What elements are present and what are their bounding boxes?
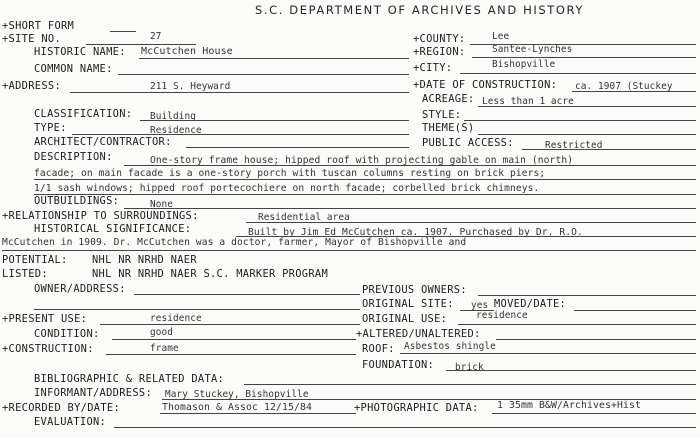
owner-address-label: OWNER/ADDRESS:: [34, 283, 126, 295]
common-name-line: [118, 74, 409, 75]
region-line: [472, 57, 696, 58]
county-value: Lee: [492, 31, 510, 42]
site-no-label: +SITE NO.: [2, 33, 62, 45]
historic-name-label: HISTORIC NAME:: [34, 46, 126, 58]
relationship-label: +RELATIONSHIP TO SURROUNDINGS:: [2, 210, 199, 222]
owner-address-line: [134, 294, 360, 295]
original-use-label: ORIGINAL USE:: [362, 313, 448, 325]
classification-value: Building: [150, 111, 196, 122]
city-label: +CITY:: [413, 62, 453, 74]
condition-value: good: [150, 327, 173, 338]
historical-significance-rule-2: [2, 250, 696, 251]
roof-value: Asbestos shingle: [404, 341, 496, 352]
architect-label: ARCHITECT/CONTRACTOR:: [34, 136, 172, 148]
roof-line: [400, 353, 696, 354]
region-value: Santee-Lynches: [492, 44, 573, 55]
site-no-value: 27: [150, 31, 162, 42]
present-use-line: [100, 324, 360, 325]
county-label: +COUNTY:: [413, 33, 466, 45]
moved-date-label: MOVED/DATE:: [494, 298, 567, 310]
site-no-line: [86, 44, 196, 45]
short-form-line: [110, 31, 136, 32]
public-access-value: Restricted: [545, 140, 603, 151]
description-rule-3: [34, 194, 696, 195]
address-label: +ADDRESS:: [2, 80, 62, 92]
photographic-value: 1 35mm B&W/Archives+Hist: [497, 400, 641, 411]
address-value: 211 S. Heyward: [150, 81, 231, 92]
informant-label: INFORMANT/ADDRESS:: [34, 387, 153, 399]
listed-options: NHL NR NRHD NAER S.C. MARKER PROGRAM: [92, 268, 329, 280]
informant-value: Mary Stuckey, Bishopville: [165, 389, 309, 400]
previous-owners-label: PREVIOUS OWNERS:: [362, 284, 467, 296]
outbuildings-value: None: [150, 199, 173, 210]
relationship-value: Residential area: [258, 212, 350, 223]
date-of-construction-value: ca. 1907 (Stuckey: [575, 81, 673, 92]
classification-label: CLASSIFICATION:: [34, 108, 133, 120]
architect-line: [186, 147, 409, 148]
historic-name-line: [139, 58, 409, 59]
original-site-value: yes: [471, 300, 489, 311]
present-use-value: residence: [150, 313, 202, 324]
roof-label: ROOF:: [362, 343, 395, 355]
historical-significance-line-2: McCutchen in 1909. Dr. McCutchen was a doctor, farmer, Mayor of Bishopville and: [2, 237, 467, 248]
city-value: Bishopville: [492, 59, 556, 70]
moved-date-line: [574, 310, 696, 311]
acreage-value: Less than 1 acre: [482, 96, 574, 107]
original-use-value: residence: [476, 310, 528, 321]
form-header: S.C. DEPARTMENT OF ARCHIVES AND HISTORY: [255, 3, 584, 17]
description-line-2: facade; on main facade is a one-story porch with tuscan columns resting on brick piers;: [34, 168, 546, 179]
date-of-construction-label: +DATE OF CONSTRUCTION:: [413, 79, 558, 91]
description-rule-1: [124, 165, 696, 166]
altered-line: [496, 339, 696, 340]
acreage-label: ACREAGE:: [422, 93, 475, 105]
condition-label: CONDITION:: [34, 328, 100, 340]
description-label: DESCRIPTION:: [34, 151, 113, 163]
foundation-label: FOUNDATION:: [362, 359, 435, 371]
evaluation-line: [114, 427, 696, 428]
relationship-line: [246, 222, 696, 223]
outbuildings-label: OUTBUILDINGS:: [34, 195, 120, 207]
historical-significance-line-1: Built by Jim Ed McCutchen ca. 1907. Purchased by Dr. R.O.: [248, 227, 583, 238]
construction-label: +CONSTRUCTION:: [2, 343, 94, 355]
acreage-line: [478, 106, 696, 107]
city-line: [460, 73, 696, 74]
public-access-label: PUBLIC ACCESS:: [422, 137, 514, 149]
description-line-3: 1/1 sash windows; hipped roof portecochiere on north facade; corbelled brick chimneys.: [34, 183, 540, 194]
outbuildings-line: [124, 208, 696, 209]
themes-line: [478, 134, 696, 135]
recorded-by-line: [160, 413, 356, 414]
original-site-label: ORIGINAL SITE:: [362, 298, 454, 310]
foundation-line: [446, 370, 696, 371]
construction-value: frame: [150, 343, 179, 354]
owner-address-line-2: [34, 309, 360, 310]
potential-label: POTENTIAL:: [2, 254, 68, 266]
original-use-line: [458, 324, 696, 325]
type-label: TYPE:: [34, 122, 67, 134]
common-name-label: COMMON NAME:: [34, 63, 113, 75]
recorded-by-label: +RECORDED BY/DATE:: [2, 402, 121, 414]
address-line: [70, 92, 409, 93]
listed-label: LISTED:: [2, 268, 48, 280]
photographic-label: +PHOTOGRAPHIC DATA:: [354, 402, 479, 414]
bibliographic-line: [244, 384, 696, 385]
condition-line: [112, 339, 356, 340]
bibliographic-label: BIBLIOGRAPHIC & RELATED DATA:: [34, 373, 225, 385]
date-of-construction-line: [572, 91, 696, 92]
type-line: [72, 134, 409, 135]
public-access-line: [522, 149, 696, 150]
foundation-value: brick: [455, 362, 484, 373]
style-label: STYLE:: [422, 109, 462, 121]
photographic-line: [492, 413, 696, 414]
historical-significance-label: HISTORICAL SIGNIFICANCE:: [34, 223, 192, 235]
type-value: Residence: [150, 125, 202, 136]
classification-line: [140, 120, 409, 121]
style-line: [464, 120, 696, 121]
evaluation-label: EVALUATION:: [34, 416, 107, 428]
description-rule-2: [34, 179, 696, 180]
region-label: +REGION:: [413, 46, 466, 58]
themes-label: THEME(S): [422, 122, 475, 134]
construction-line: [106, 354, 356, 355]
altered-label: +ALTERED/UNALTERED:: [356, 328, 481, 340]
recorded-by-value: Thomason & Assoc 12/15/84: [162, 402, 312, 413]
potential-options: NHL NR NRHD NAER: [92, 254, 197, 266]
previous-owners-line: [478, 295, 696, 296]
description-line-1: One-story frame house; hipped roof with projecting gable on main (north): [150, 155, 574, 166]
historic-name-value: McCutchen House: [141, 46, 233, 57]
short-form-label: +SHORT FORM: [2, 20, 75, 32]
present-use-label: +PRESENT USE:: [2, 313, 88, 325]
